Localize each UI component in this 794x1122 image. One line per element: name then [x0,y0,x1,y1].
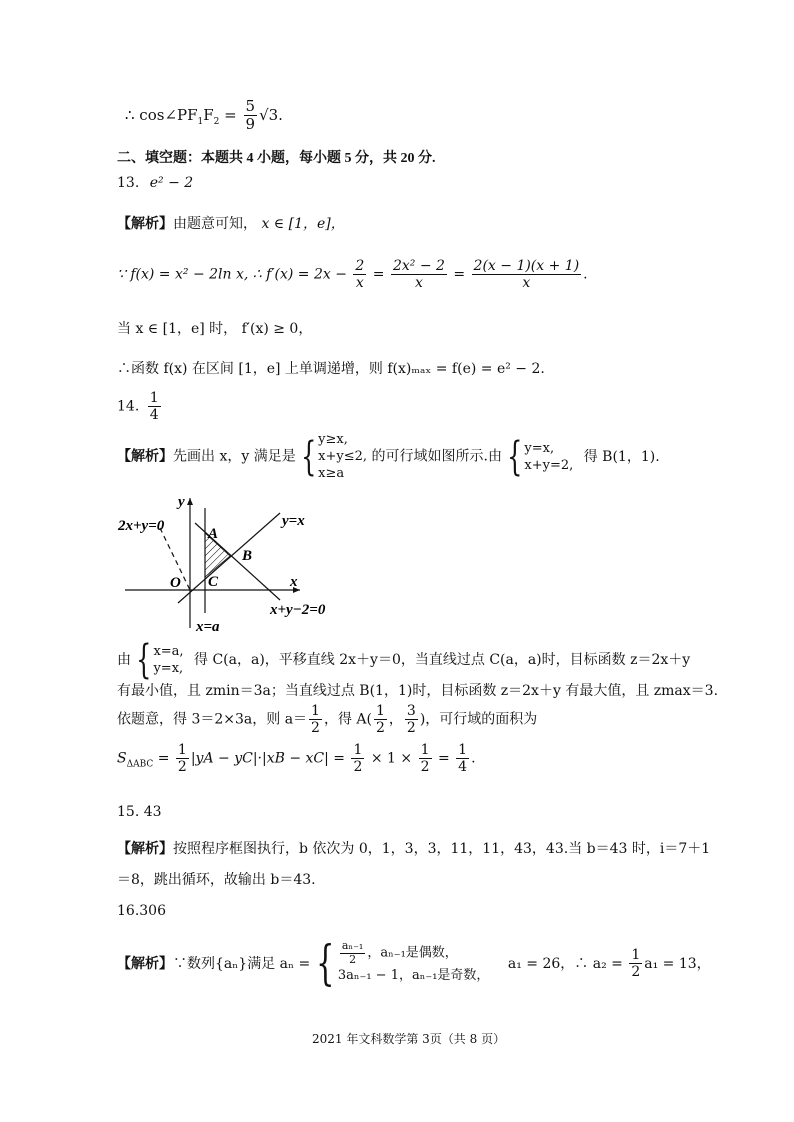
frac-num: aₙ₋₁ [341,939,364,952]
q13-eq1: = [368,266,389,283]
analysis-tag: 【解析】 [117,216,173,232]
frac-num: 1 [420,742,430,758]
frac-num: 1 [177,742,187,758]
area-frac3 [419,742,432,775]
q13-frac3 [472,258,582,291]
q14-p4-frac1 [309,703,322,736]
q16-case1-frac [340,940,366,966]
cos-eq: = [219,105,242,124]
q14-end: 得 B(1，1). [583,448,660,465]
label-2x-plus-y: 2x+y=0 [118,518,165,534]
frac-den: 2 [420,759,430,776]
q16-cases [338,940,490,986]
cos-num: 5 [245,97,256,115]
cos-line [125,98,283,134]
q14-p4-d: )，可行域的面积为 [419,711,538,728]
left-brace-icon: { [316,935,335,992]
q13-line1-text: 由题意可知， [173,216,257,232]
q14-system2 [524,440,573,474]
q14-p4-c: ， [388,711,403,728]
frac-num: 1 [376,703,385,719]
q14-system1 [318,431,367,482]
frac-den: 2 [311,720,320,737]
q15-line1-text: 按照程序框图执行，b 依次为 0，1，3，3，11，11，43，43.当 b＝43 时，i＝7＋1 [173,841,711,857]
q14-mid: 的可行域如图所示.由 [371,448,502,465]
frac-den: 2 [353,759,363,776]
feasible-region-figure [110,488,370,638]
frac-num: 1 [631,946,641,963]
frac-num: 1 [311,703,320,719]
q14-p2-rest: 得 C(a，a)，平移直线 2x＋y＝0，当直线过点 C(a，a)时，目标函数 z＝2x＋y [194,652,691,668]
q14-ans-den: 4 [149,407,159,424]
area-frac2 [351,742,364,775]
q14-area-formula [117,742,476,775]
q16-tail2: a₁ = 13， [644,956,711,973]
q13-frac1-num: 2 [355,258,365,274]
area-frac4 [456,742,469,775]
area-eq: = [153,750,174,767]
label-C: C [208,574,219,590]
section2-heading: 二、填空题：本题共 4 小题，每小题 5 分，共 20 分. [117,151,436,166]
label-x: x [290,574,298,590]
q14-sys3-row: x=a, [153,644,184,659]
q14-line1 [117,431,660,482]
q16-label: 16.306 [117,903,166,919]
label-O: O [170,575,181,591]
q13-line3: 当 x ∈ [1，e] 时， f′(x) ≥ 0， [117,321,313,337]
frac-den: 2 [406,720,416,737]
cos-den: 9 [245,115,256,134]
q14-header [117,390,163,423]
label-A: A [208,526,219,542]
q15-line2: ＝8，跳出循环，故输出 b＝43. [117,872,316,888]
q13-line2 [117,258,588,291]
frac-den: 2 [376,720,385,737]
q13-header [117,175,193,191]
q13-line1 [117,213,345,233]
q13-answer: e² − 2 [149,175,194,191]
q16-intro: ∵数列{aₙ}满足 aₙ = [173,956,311,973]
area-s: S [117,750,127,767]
q14-para3: 有最小值，且 zmin＝3a；当直线过点 B(1，1)时，目标函数 z＝2x＋y 有最大值，且 zmax＝3. [117,683,719,699]
q16-case1-cond: ，aₙ₋₁是偶数， [367,945,458,961]
frac-num: 1 [458,742,468,758]
cos-sub1: 1 [197,116,204,127]
frac-num: 1 [353,742,363,758]
left-brace-icon: { [136,637,152,683]
q15-line1 [117,838,710,858]
label-x-eq-a: x=a [196,619,220,635]
q14-sys1-row: y≥x, [318,432,348,447]
q13-frac1-den: x [355,275,364,292]
label-y: y [178,494,185,510]
frac-den: 2 [177,759,187,776]
q14-sys3-row: y=x, [153,661,184,676]
q14-para4 [117,703,537,736]
label-B: B [242,548,253,564]
area-eq2: = [433,750,455,767]
analysis-tag: 【解析】 [117,956,173,973]
q14-sys1-row: x≥a [318,466,345,481]
area-times: × 1 × [366,750,417,767]
cos-tail: √3. [259,105,283,124]
area-sub: ΔABC [126,759,154,770]
q14-ans-num: 1 [149,390,159,406]
q14-sys1-row: x+y≤2, [318,449,368,464]
frac-num: 3 [406,703,416,719]
q14-p4-a: 依题意，得 3＝2×3a，则 a＝ [117,711,308,728]
q16-case2: 3aₙ₋₁ − 1，aₙ₋₁是奇数， [337,968,490,984]
q13-frac2 [391,258,447,291]
q13-frac2-num: 2x² − 2 [392,258,445,274]
area-frac1 [176,742,189,775]
cos-fraction [244,98,258,134]
y-axis-arrow [187,498,193,505]
q14-p4-frac2 [374,703,387,736]
q15-label: 15. 43 [117,804,162,820]
left-brace-icon: { [300,433,317,480]
q13-eq2: = [448,266,470,283]
label-y-eq-x: y=x [282,513,305,529]
cos-prefix: ∴ cos∠PF [125,105,198,124]
q16-line1 [117,935,711,992]
q13-line2-end: . [583,266,588,283]
q14-p2-start: 由 [117,652,131,668]
left-brace-icon: { [507,433,523,480]
q14-sys2-row: y=x, [524,440,555,456]
q13-frac3-num: 2(x − 1)(x + 1) [473,258,580,274]
frac-den: 2 [349,952,357,966]
q14-para2 [117,637,691,683]
q16-case1 [338,940,490,966]
q13-frac3-den: x [522,275,531,292]
q13-line2-a: ∵ f(x) = x² − 2ln x, ∴ f′(x) = 2x − [117,266,352,283]
q13-frac1 [353,258,366,291]
q13-line4: ∴函数 f(x) 在区间 [1，e] 上单调递增，则 f(x)ₘₐₓ = f(e) = e² − 2. [117,361,545,377]
q13-frac2-den: x [414,275,423,292]
q16-tail1: a₁ = 26，∴ a₂ = [507,956,628,973]
frac-den: 4 [458,759,468,776]
q14-answer [148,390,161,423]
q13-line1-math: x ∈ [1，e]， [261,216,345,232]
cos-mid: F [203,105,214,124]
frac-den: 2 [631,963,641,980]
q14-sys2-row: x+y=2, [524,457,574,473]
q14-p4-frac3 [405,703,418,736]
q16-tail-frac [629,947,642,980]
q14-intro: 先画出 x，y 满足是 [173,448,296,465]
page-footer: 2021 年文科数学第 3页（共 8 页） [312,1032,506,1046]
q14-label: 14. [117,398,140,415]
area-end: . [471,750,476,767]
q13-label: 13. [117,175,140,191]
label-x-plus-y-minus-2: x+y−2=0 [270,602,326,618]
q14-system3 [153,643,183,677]
analysis-tag: 【解析】 [117,448,173,465]
q14-p4-b: ，得 A( [323,711,372,728]
cos-sub2: 2 [213,116,220,127]
analysis-tag: 【解析】 [117,841,173,857]
area-abs: |yA − yC|·|xB − xC| = [190,750,350,767]
